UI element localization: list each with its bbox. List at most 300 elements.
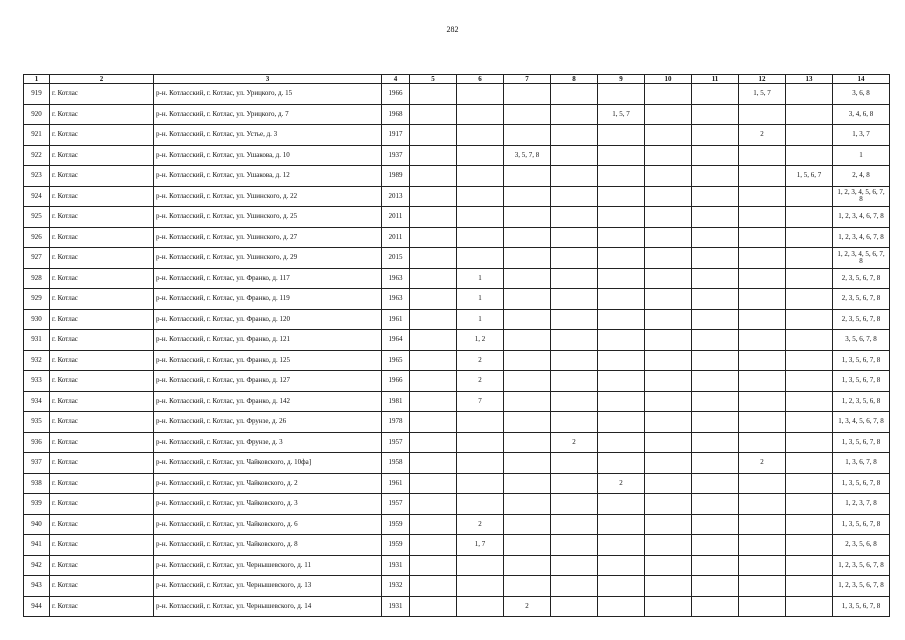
table-cell-col-6 (457, 494, 504, 515)
table-cell-col-6: 7 (457, 391, 504, 412)
table-cell-col-2: г. Котлас (50, 227, 154, 248)
table-cell-col-6 (457, 576, 504, 597)
table-cell-col-11 (692, 309, 739, 330)
column-header-7: 7 (504, 75, 551, 84)
table-cell-col-14: 1, 2, 3, 5, 6, 7, 8 (833, 576, 890, 597)
table-cell-col-9: 1, 5, 7 (598, 104, 645, 125)
table-cell-col-1: 929 (24, 289, 50, 310)
table-cell-col-8 (551, 576, 598, 597)
table-cell-col-3: р-н. Котласский, г. Котлас, ул. Чайковского, д. 3 (154, 494, 382, 515)
table-cell-col-11 (692, 514, 739, 535)
table-cell-col-10 (645, 125, 692, 146)
table-cell-col-2: г. Котлас (50, 309, 154, 330)
table-cell-col-13 (786, 555, 833, 576)
table-cell-col-8 (551, 104, 598, 125)
table-cell-col-9 (598, 248, 645, 269)
table-cell-col-6 (457, 432, 504, 453)
table-cell-col-13 (786, 514, 833, 535)
table-cell-col-4: 1932 (382, 576, 410, 597)
table-cell-col-9 (598, 166, 645, 187)
table-cell-col-11 (692, 391, 739, 412)
table-cell-col-2: г. Котлас (50, 453, 154, 474)
table-cell-col-6 (457, 596, 504, 617)
table-cell-col-14: 1, 2, 3, 5, 6, 7, 8 (833, 555, 890, 576)
table-cell-col-4: 1966 (382, 84, 410, 105)
table-cell-col-4: 2015 (382, 248, 410, 269)
table-cell-col-14: 1, 3, 5, 6, 7, 8 (833, 473, 890, 494)
table-cell-col-1: 936 (24, 432, 50, 453)
table-cell-col-1: 921 (24, 125, 50, 146)
table-cell-col-8 (551, 330, 598, 351)
column-header-12: 12 (739, 75, 786, 84)
table-cell-col-6 (457, 453, 504, 474)
table-cell-col-12 (739, 473, 786, 494)
table-row (24, 514, 890, 535)
table-cell-col-3: р-н. Котласский, г. Котлас, ул. Чайковского, д. 10фа] (154, 453, 382, 474)
table-cell-col-6 (457, 207, 504, 228)
table-cell-col-12 (739, 535, 786, 556)
table-cell-col-13 (786, 473, 833, 494)
table-cell-col-9 (598, 84, 645, 105)
table-cell-col-7 (504, 186, 551, 207)
table-cell-col-1: 938 (24, 473, 50, 494)
table-cell-col-4: 1963 (382, 289, 410, 310)
table-cell-col-6 (457, 145, 504, 166)
table-cell-col-13 (786, 371, 833, 392)
table-cell-col-10 (645, 514, 692, 535)
table-cell-col-11 (692, 227, 739, 248)
table-cell-col-10 (645, 104, 692, 125)
table-cell-col-8 (551, 453, 598, 474)
table-cell-col-14: 1, 2, 3, 4, 5, 6, 7, 8 (833, 248, 890, 269)
table-row (24, 125, 890, 146)
table-cell-col-5 (410, 453, 457, 474)
table-cell-col-2: г. Котлас (50, 535, 154, 556)
table-cell-col-5 (410, 350, 457, 371)
table-cell-col-11 (692, 207, 739, 228)
table-cell-col-4: 1965 (382, 350, 410, 371)
table-cell-col-5 (410, 330, 457, 351)
table-cell-col-14: 1, 3, 5, 6, 7, 8 (833, 596, 890, 617)
table-cell-col-13 (786, 104, 833, 125)
table-row (24, 350, 890, 371)
column-header-10: 10 (645, 75, 692, 84)
table-cell-col-5 (410, 309, 457, 330)
table-cell-col-6 (457, 84, 504, 105)
column-header-6: 6 (457, 75, 504, 84)
table-cell-col-12 (739, 186, 786, 207)
table-cell-col-14: 1, 2, 3, 4, 6, 7, 8 (833, 207, 890, 228)
table-cell-col-1: 925 (24, 207, 50, 228)
table-cell-col-2: г. Котлас (50, 576, 154, 597)
table-row (24, 207, 890, 228)
table-cell-col-5 (410, 391, 457, 412)
table-row (24, 309, 890, 330)
table-cell-col-9 (598, 453, 645, 474)
table-cell-col-4: 2011 (382, 227, 410, 248)
table-cell-col-3: р-н. Котласский, г. Котлас, ул. Франко, д. 125 (154, 350, 382, 371)
table-cell-col-10 (645, 309, 692, 330)
table-cell-col-2: г. Котлас (50, 207, 154, 228)
table-row (24, 412, 890, 433)
table-cell-col-14: 1, 3, 6, 7, 8 (833, 453, 890, 474)
table-cell-col-5 (410, 125, 457, 146)
table-cell-col-2: г. Котлас (50, 186, 154, 207)
table-cell-col-7 (504, 84, 551, 105)
table-cell-col-3: р-н. Котласский, г. Котлас, ул. Устье, д. 3 (154, 125, 382, 146)
table-cell-col-14: 3, 5, 6, 7, 8 (833, 330, 890, 351)
table-cell-col-10 (645, 596, 692, 617)
table-cell-col-12 (739, 555, 786, 576)
table-cell-col-14: 1, 2, 3, 4, 5, 6, 7, 8 (833, 186, 890, 207)
table-row (24, 186, 890, 207)
table-cell-col-8 (551, 248, 598, 269)
table-cell-col-5 (410, 207, 457, 228)
table-cell-col-2: г. Котлас (50, 268, 154, 289)
table-cell-col-12 (739, 432, 786, 453)
table-cell-col-10 (645, 166, 692, 187)
table-cell-col-11 (692, 596, 739, 617)
table-cell-col-1: 937 (24, 453, 50, 474)
table-cell-col-6 (457, 125, 504, 146)
table-cell-col-12 (739, 309, 786, 330)
table-cell-col-8 (551, 145, 598, 166)
table-cell-col-2: г. Котлас (50, 248, 154, 269)
table-cell-col-7 (504, 432, 551, 453)
table-cell-col-13 (786, 412, 833, 433)
table-cell-col-13 (786, 453, 833, 474)
table-cell-col-10 (645, 207, 692, 228)
table-cell-col-6 (457, 412, 504, 433)
table-cell-col-7 (504, 576, 551, 597)
table-row (24, 576, 890, 597)
table-cell-col-7 (504, 412, 551, 433)
table-cell-col-3: р-н. Котласский, г. Котлас, ул. Чернышевского, д. 11 (154, 555, 382, 576)
table-cell-col-2: г. Котлас (50, 330, 154, 351)
table-cell-col-8 (551, 391, 598, 412)
data-table (23, 74, 890, 617)
table-cell-col-13 (786, 207, 833, 228)
table-cell-col-10 (645, 289, 692, 310)
table-cell-col-11 (692, 145, 739, 166)
table-row (24, 453, 890, 474)
table-cell-col-12 (739, 596, 786, 617)
table-cell-col-11 (692, 104, 739, 125)
table-cell-col-13 (786, 289, 833, 310)
table-cell-col-8 (551, 412, 598, 433)
table-cell-col-1: 933 (24, 371, 50, 392)
table-cell-col-10 (645, 84, 692, 105)
table-cell-col-9 (598, 145, 645, 166)
table-cell-col-3: р-н. Котласский, г. Котлас, ул. Франко, д. 142 (154, 391, 382, 412)
table-cell-col-4: 1978 (382, 412, 410, 433)
table-cell-col-9 (598, 432, 645, 453)
table-cell-col-1: 942 (24, 555, 50, 576)
table-cell-col-10 (645, 145, 692, 166)
table-cell-col-3: р-н. Котласский, г. Котлас, ул. Ушинского, д. 27 (154, 227, 382, 248)
table-cell-col-3: р-н. Котласский, г. Котлас, ул. Чернышевского, д. 14 (154, 596, 382, 617)
table-cell-col-10 (645, 268, 692, 289)
table-cell-col-9 (598, 576, 645, 597)
table-cell-col-6: 2 (457, 350, 504, 371)
table-cell-col-14: 1, 3, 5, 6, 7, 8 (833, 432, 890, 453)
table-cell-col-2: г. Котлас (50, 84, 154, 105)
table-cell-col-9 (598, 125, 645, 146)
table-cell-col-5 (410, 289, 457, 310)
table-cell-col-1: 934 (24, 391, 50, 412)
table-cell-col-2: г. Котлас (50, 596, 154, 617)
table-cell-col-1: 932 (24, 350, 50, 371)
table-row (24, 371, 890, 392)
table-row (24, 227, 890, 248)
table-cell-col-13 (786, 268, 833, 289)
table-cell-col-8 (551, 125, 598, 146)
table-cell-col-7 (504, 227, 551, 248)
column-header-3: 3 (154, 75, 382, 84)
table-cell-col-3: р-н. Котласский, г. Котлас, ул. Фрунзе, д. 26 (154, 412, 382, 433)
table-cell-col-14: 1, 2, 3, 5, 6, 8 (833, 391, 890, 412)
table-cell-col-12 (739, 166, 786, 187)
table-cell-col-11 (692, 576, 739, 597)
table-row (24, 432, 890, 453)
table-cell-col-14: 2, 3, 5, 6, 7, 8 (833, 268, 890, 289)
column-header-5: 5 (410, 75, 457, 84)
table-cell-col-11 (692, 186, 739, 207)
table-cell-col-12 (739, 268, 786, 289)
table-cell-col-3: р-н. Котласский, г. Котлас, ул. Ушинского, д. 29 (154, 248, 382, 269)
table-cell-col-3: р-н. Котласский, г. Котлас, ул. Ушинского, д. 22 (154, 186, 382, 207)
table-cell-col-2: г. Котлас (50, 371, 154, 392)
table-cell-col-7: 2 (504, 596, 551, 617)
table-cell-col-12 (739, 207, 786, 228)
table-cell-col-4: 1961 (382, 473, 410, 494)
table-cell-col-6 (457, 227, 504, 248)
table-cell-col-12 (739, 514, 786, 535)
table-cell-col-12 (739, 145, 786, 166)
table-cell-col-13 (786, 432, 833, 453)
table-cell-col-3: р-н. Котласский, г. Котлас, ул. Франко, д. 117 (154, 268, 382, 289)
table-cell-col-6: 1 (457, 309, 504, 330)
table-cell-col-10 (645, 432, 692, 453)
table-cell-col-3: р-н. Котласский, г. Котлас, ул. Франко, д. 121 (154, 330, 382, 351)
table-row (24, 330, 890, 351)
table-row (24, 84, 890, 105)
table-cell-col-2: г. Котлас (50, 391, 154, 412)
table-cell-col-6 (457, 186, 504, 207)
table-cell-col-14: 2, 3, 5, 6, 7, 8 (833, 309, 890, 330)
table-cell-col-1: 927 (24, 248, 50, 269)
table-cell-col-8 (551, 186, 598, 207)
table-cell-col-10 (645, 555, 692, 576)
table-body (24, 84, 890, 617)
table-cell-col-13 (786, 227, 833, 248)
table-cell-col-12: 2 (739, 125, 786, 146)
table-cell-col-8 (551, 350, 598, 371)
table-cell-col-5 (410, 248, 457, 269)
table-cell-col-10 (645, 535, 692, 556)
table-cell-col-6 (457, 248, 504, 269)
table-cell-col-7 (504, 166, 551, 187)
table-cell-col-5 (410, 432, 457, 453)
table-cell-col-3: р-н. Котласский, г. Котлас, ул. Чайковского, д. 6 (154, 514, 382, 535)
table-cell-col-9 (598, 596, 645, 617)
table-cell-col-7 (504, 555, 551, 576)
table-cell-col-9 (598, 391, 645, 412)
table-row (24, 166, 890, 187)
table-cell-col-7 (504, 248, 551, 269)
table-cell-col-13 (786, 145, 833, 166)
table-cell-col-2: г. Котлас (50, 125, 154, 146)
table-row (24, 145, 890, 166)
table-cell-col-2: г. Котлас (50, 432, 154, 453)
table-cell-col-14: 1, 3, 5, 6, 7, 8 (833, 371, 890, 392)
table-cell-col-10 (645, 412, 692, 433)
table-cell-col-7 (504, 104, 551, 125)
table-cell-col-10 (645, 494, 692, 515)
table-cell-col-4: 1931 (382, 555, 410, 576)
table-cell-col-1: 939 (24, 494, 50, 515)
table-cell-col-1: 941 (24, 535, 50, 556)
table-cell-col-9 (598, 555, 645, 576)
table-cell-col-7 (504, 350, 551, 371)
table-cell-col-9: 2 (598, 473, 645, 494)
table-cell-col-11 (692, 350, 739, 371)
table-cell-col-14: 1, 2, 3, 4, 6, 7, 8 (833, 227, 890, 248)
table-cell-col-2: г. Котлас (50, 166, 154, 187)
table-cell-col-2: г. Котлас (50, 145, 154, 166)
table-row (24, 555, 890, 576)
table-cell-col-2: г. Котлас (50, 412, 154, 433)
table-cell-col-13 (786, 248, 833, 269)
table-cell-col-9 (598, 371, 645, 392)
table-cell-col-6: 1 (457, 268, 504, 289)
column-header-1: 1 (24, 75, 50, 84)
table-cell-col-12 (739, 576, 786, 597)
table-cell-col-5 (410, 514, 457, 535)
table-cell-col-1: 924 (24, 186, 50, 207)
table-cell-col-14: 1, 3, 4, 5, 6, 7, 8 (833, 412, 890, 433)
table-cell-col-9 (598, 289, 645, 310)
table-header-row (24, 75, 890, 84)
table-cell-col-8 (551, 207, 598, 228)
table-cell-col-9 (598, 186, 645, 207)
table-cell-col-11 (692, 412, 739, 433)
table-cell-col-11 (692, 125, 739, 146)
table-row (24, 596, 890, 617)
table-cell-col-4: 1959 (382, 535, 410, 556)
column-header-8: 8 (551, 75, 598, 84)
table-cell-col-7 (504, 535, 551, 556)
table-cell-col-5 (410, 371, 457, 392)
table-cell-col-13 (786, 494, 833, 515)
table-cell-col-10 (645, 330, 692, 351)
table-cell-col-3: р-н. Котласский, г. Котлас, ул. Франко, д. 120 (154, 309, 382, 330)
table-cell-col-4: 1989 (382, 166, 410, 187)
table-cell-col-5 (410, 412, 457, 433)
table-cell-col-8 (551, 555, 598, 576)
column-header-9: 9 (598, 75, 645, 84)
table-cell-col-11 (692, 555, 739, 576)
table-cell-col-2: г. Котлас (50, 350, 154, 371)
table-cell-col-1: 943 (24, 576, 50, 597)
table-cell-col-13 (786, 391, 833, 412)
table-cell-col-8 (551, 268, 598, 289)
table-cell-col-7 (504, 391, 551, 412)
table-row (24, 289, 890, 310)
table-cell-col-12 (739, 104, 786, 125)
table-cell-col-10 (645, 248, 692, 269)
table-cell-col-11 (692, 473, 739, 494)
table-cell-col-6: 1, 7 (457, 535, 504, 556)
table-cell-col-4: 1981 (382, 391, 410, 412)
table-cell-col-10 (645, 350, 692, 371)
table-cell-col-3: р-н. Котласский, г. Котлас, ул. Урицкого, д. 7 (154, 104, 382, 125)
table-cell-col-1: 940 (24, 514, 50, 535)
table-cell-col-10 (645, 227, 692, 248)
table-cell-col-3: р-н. Котласский, г. Котлас, ул. Ушакова, д. 12 (154, 166, 382, 187)
table-cell-col-3: р-н. Котласский, г. Котлас, ул. Ушинского, д. 25 (154, 207, 382, 228)
table-cell-col-8 (551, 84, 598, 105)
table-cell-col-11 (692, 535, 739, 556)
table-row (24, 104, 890, 125)
table-cell-col-6 (457, 166, 504, 187)
table-cell-col-2: г. Котлас (50, 494, 154, 515)
table-cell-col-7 (504, 494, 551, 515)
table-row (24, 473, 890, 494)
table-cell-col-3: р-н. Котласский, г. Котлас, ул. Ушакова, д. 10 (154, 145, 382, 166)
table-cell-col-14: 1, 3, 5, 6, 7, 8 (833, 514, 890, 535)
table-cell-col-8 (551, 494, 598, 515)
table-cell-col-14: 1, 2, 3, 7, 8 (833, 494, 890, 515)
table-cell-col-12 (739, 494, 786, 515)
table-cell-col-10 (645, 576, 692, 597)
table-cell-col-4: 2011 (382, 207, 410, 228)
table-cell-col-4: 1961 (382, 309, 410, 330)
table-cell-col-1: 919 (24, 84, 50, 105)
table-cell-col-2: г. Котлас (50, 555, 154, 576)
table-cell-col-9 (598, 330, 645, 351)
table-cell-col-12 (739, 371, 786, 392)
table-cell-col-14: 1 (833, 145, 890, 166)
page-number: 282 (446, 25, 459, 34)
table-cell-col-2: г. Котлас (50, 514, 154, 535)
table-cell-col-8 (551, 473, 598, 494)
table-cell-col-8 (551, 596, 598, 617)
table-cell-col-11 (692, 453, 739, 474)
table-cell-col-14: 2, 4, 8 (833, 166, 890, 187)
table-row (24, 535, 890, 556)
table-cell-col-9 (598, 350, 645, 371)
table-cell-col-12 (739, 330, 786, 351)
table-cell-col-6 (457, 473, 504, 494)
table-cell-col-6: 2 (457, 371, 504, 392)
table-cell-col-9 (598, 268, 645, 289)
table-cell-col-1: 923 (24, 166, 50, 187)
table-cell-col-4: 2013 (382, 186, 410, 207)
table-cell-col-8 (551, 166, 598, 187)
table-row (24, 494, 890, 515)
table-cell-col-11 (692, 432, 739, 453)
table-cell-col-9 (598, 535, 645, 556)
table-cell-col-11 (692, 248, 739, 269)
table-row (24, 248, 890, 269)
table-cell-col-7 (504, 473, 551, 494)
table-cell-col-9 (598, 494, 645, 515)
table-cell-col-14: 2, 3, 5, 6, 7, 8 (833, 289, 890, 310)
table-cell-col-7 (504, 207, 551, 228)
table-cell-col-13 (786, 186, 833, 207)
table-cell-col-10 (645, 371, 692, 392)
